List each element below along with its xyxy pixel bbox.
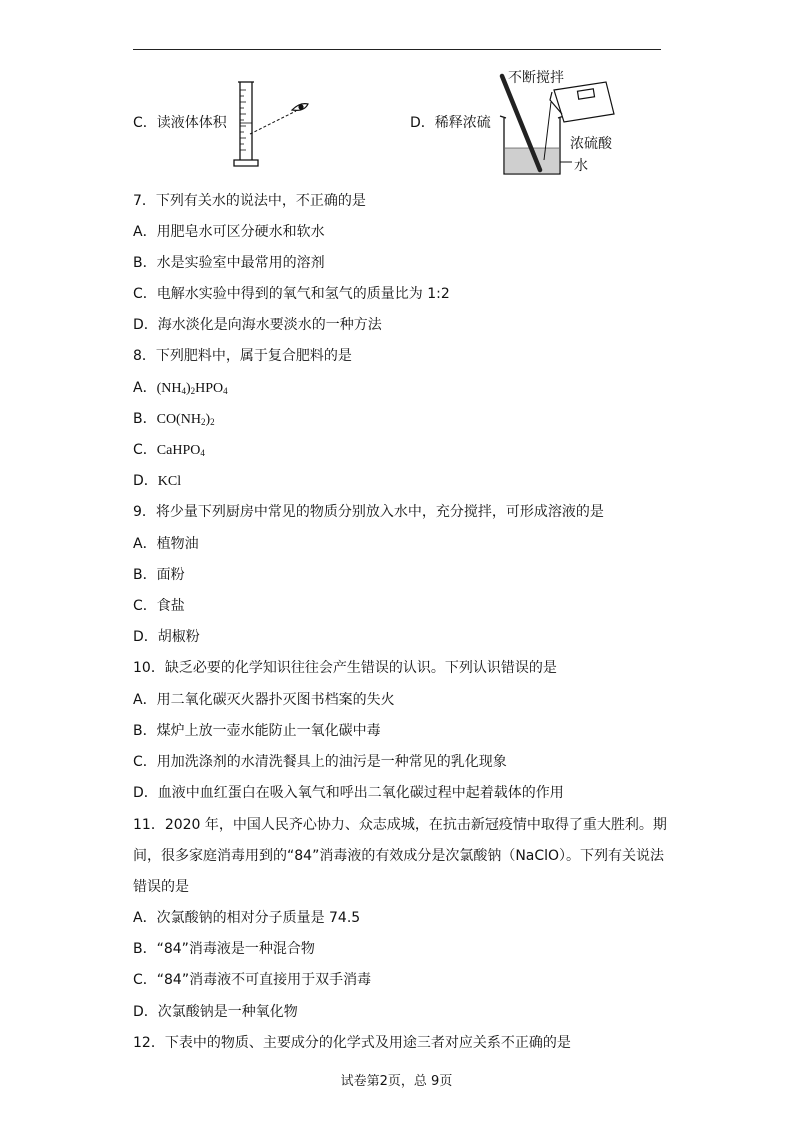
q7-option-c: C．电解水实验中得到的氧气和氢气的质量比为 1:2 xyxy=(133,286,450,302)
q11-stem-line-2: 间，很多家庭消毒用到的“84”消毒液的有效成分是次氯酸钠（NaClO）。下列有关说法 xyxy=(133,848,665,864)
q10-option-c: C．用加洗涤剂的水清洗餐具上的油污是一种常见的乳化现象 xyxy=(133,754,507,770)
acid-label: 浓硫酸 xyxy=(570,136,612,152)
formula: CaHPO$_4$ xyxy=(156,443,205,458)
q10-option-d: D．血液中血红蛋白在吸入氧气和呼出二氧化碳过程中起着载体的作用 xyxy=(133,785,564,801)
q11-option-b: B．“84”消毒液是一种混合物 xyxy=(133,941,315,957)
q9-stem: 9．将少量下列厨房中常见的物质分别放入水中，充分搅拌，可形成溶液的是 xyxy=(133,504,604,520)
figure-c-label: C．读液体体积 xyxy=(133,115,227,131)
water-label: 水 xyxy=(574,158,588,174)
q7-stem: 7．下列有关水的说法中，不正确的是 xyxy=(133,193,366,209)
q8-option-a: A．$(NH_4)_2HPO_4$ xyxy=(133,380,228,396)
page-footer: 试卷第2页，总 9页 xyxy=(340,1074,453,1089)
q11-option-d: D．次氯酸钠是一种氧化物 xyxy=(133,1004,298,1020)
graduated-cylinder-figure xyxy=(230,78,320,170)
formula: $(NH_4)_2HPO_4$ xyxy=(156,381,228,396)
formula: $CO(NH_2)_2$ xyxy=(156,412,215,427)
q7-option-a: A．用肥皂水可区分硬水和软水 xyxy=(133,224,325,240)
q11-stem-line-3: 错误的是 xyxy=(133,879,189,895)
q9-option-c: C．食盐 xyxy=(133,598,185,614)
q11-stem-line-1: 11．2020 年，中国人民齐心协力、众志成城，在抗击新冠疫情中取得了重大胜利。期 xyxy=(133,817,667,833)
formula: KCl xyxy=(157,474,182,489)
q10-option-a: A．用二氧化碳灭火器扑灭图书档案的失火 xyxy=(133,692,395,708)
q11-option-c: C．“84”消毒液不可直接用于双手消毒 xyxy=(133,972,372,988)
q7-option-b: B．水是实验室中最常用的溶剂 xyxy=(133,255,325,271)
q9-option-a: A．植物油 xyxy=(133,536,199,552)
q8-stem: 8．下列肥料中，属于复合肥料的是 xyxy=(133,348,352,364)
q8-option-b: B．$CO(NH_2)_2$ xyxy=(133,411,215,427)
q12-stem: 12．下表中的物质、主要成分的化学式及用途三者对应关系不正确的是 xyxy=(133,1035,571,1051)
q10-stem: 10．缺乏必要的化学知识往往会产生错误的认识。下列认识错误的是 xyxy=(133,660,557,676)
q8-option-d: D．KCl xyxy=(133,473,182,489)
header-rule xyxy=(133,49,661,50)
sight-line xyxy=(250,111,296,134)
q9-option-b: B．面粉 xyxy=(133,567,185,583)
q11-option-a: A．次氯酸钠的相对分子质量是 74.5 xyxy=(133,910,361,926)
q8-option-c: C．CaHPO$_4$ xyxy=(133,442,205,458)
graduated-cylinder xyxy=(234,82,258,166)
acid-bottle xyxy=(550,82,614,122)
eye-icon xyxy=(292,104,308,111)
q9-option-d: D．胡椒粉 xyxy=(133,629,200,645)
q7-option-d: D．海水淡化是向海水要淡水的一种方法 xyxy=(133,317,382,333)
cylinder-graduations xyxy=(240,90,246,150)
stir-label: 不断搅拌 xyxy=(508,70,564,86)
q10-option-b: B．煤炉上放一壶水能防止一氧化碳中毒 xyxy=(133,723,381,739)
figure-d-label: D．稀释浓硫 xyxy=(410,115,491,131)
